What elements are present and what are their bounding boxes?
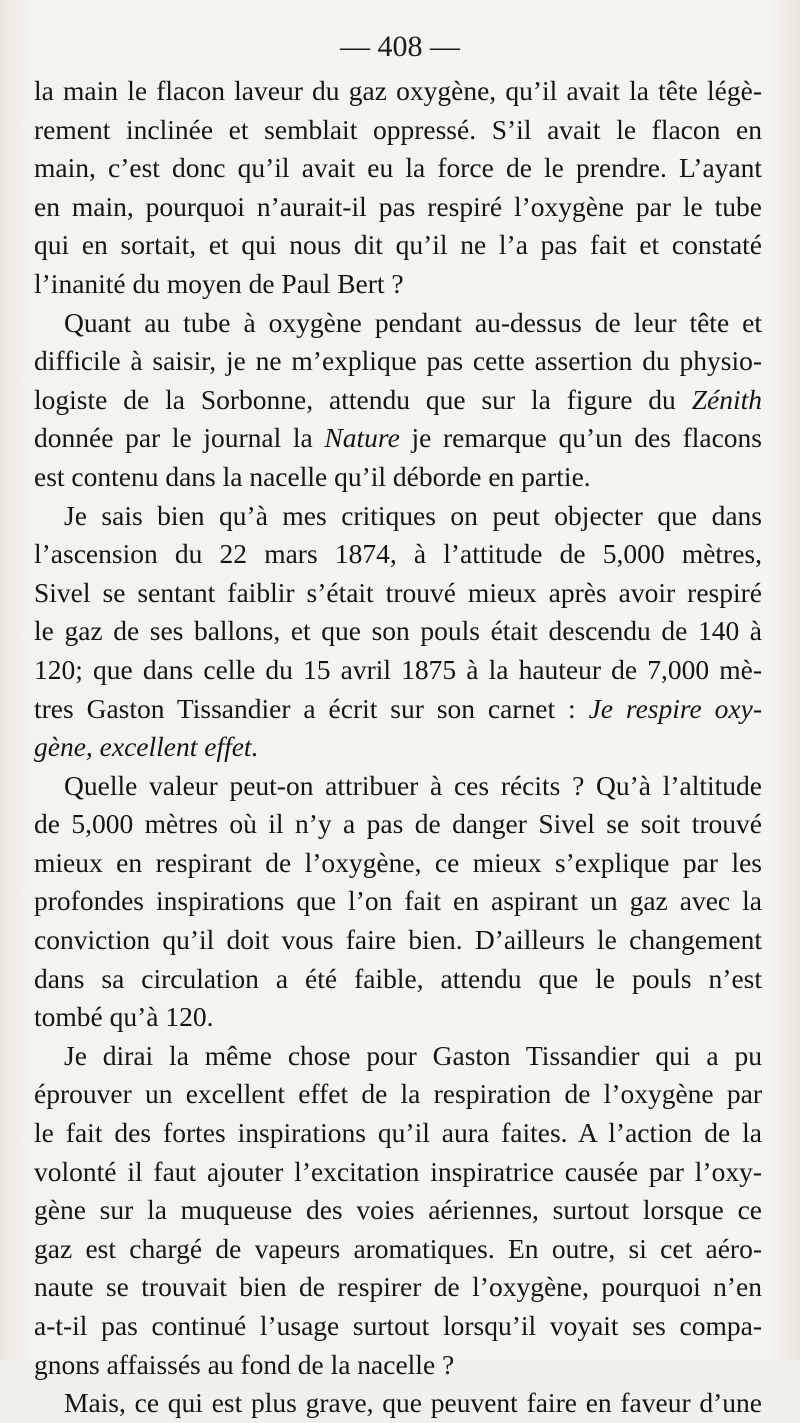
text-segment: naute se trouvait bien de respirer de l’oxygène, pourquoi n’en	[34, 1271, 762, 1303]
text-segment: gaz est chargé de vapeurs aromatiques. En outre, si cet aéro-	[34, 1232, 762, 1264]
text-line	[34, 1191, 762, 1230]
text-segment: Mais, ce qui est plus grave, que peuvent faire en faveur d’une	[64, 1387, 762, 1419]
text-line	[34, 265, 762, 304]
text-segment: volonté il faut ajouter l’excitation inspiratrice causée par l’oxy-	[34, 1155, 762, 1187]
text-line	[34, 998, 762, 1037]
text-segment: tombé qu’à 120.	[34, 1001, 214, 1033]
text-segment: conviction qu’il doit vous faire bien. D’ailleurs le changement	[34, 924, 762, 956]
text-segment: rement inclinée et semblait oppressé. S’il avait le flacon en	[34, 113, 762, 145]
text-line	[34, 304, 762, 343]
text-line	[34, 1346, 762, 1385]
text-segment: Je sais bien qu’à mes critiques on peut objecter que dans	[64, 499, 762, 531]
text-segment: l’ascension du 22 mars 1874, à l’attitude de 5,000 mètres,	[34, 538, 762, 570]
text-line	[34, 1114, 762, 1153]
text-line	[34, 690, 762, 729]
text-segment: en main, pourquoi n’aurait-il pas respiré l’oxygène par le tube	[34, 190, 762, 222]
text-line	[34, 497, 762, 536]
text-line	[34, 342, 762, 381]
text-line	[34, 1384, 762, 1423]
italic-text: Nature	[324, 422, 400, 454]
text-segment: tres Gaston Tissandier a écrit sur son carnet :	[34, 692, 589, 724]
text-line	[34, 612, 762, 651]
text-line	[34, 921, 762, 960]
text-line	[34, 149, 762, 188]
text-line	[34, 458, 762, 497]
text-line	[34, 1268, 762, 1307]
text-segment: de 5,000 mètres où il n’y a pas de danger Sivel se soit trouvé	[34, 808, 762, 840]
text-line	[34, 805, 762, 844]
text-segment: Quelle valeur peut-on attribuer à ces récits ? Qu’à l’altitude	[64, 769, 762, 801]
text-segment: logiste de la Sorbonne, attendu que sur la figure du	[34, 383, 692, 415]
text-line	[34, 226, 762, 265]
text-segment: le fait des fortes inspirations qu’il aura faites. A l’action de la	[34, 1117, 762, 1149]
text-segment: mieux en respirant de l’oxygène, ce mieux s’explique par les	[34, 846, 762, 878]
italic-text: gène, excellent effet.	[34, 731, 259, 763]
text-line	[34, 1230, 762, 1269]
text-segment: éprouver un excellent effet de la respiration de l’oxygène par	[34, 1078, 762, 1110]
text-segment: je remarque qu’un des flacons	[399, 422, 762, 454]
text-segment: gène sur la muqueuse des voies aériennes, surtout lorsque ce	[34, 1194, 762, 1226]
page-number: — 408 —	[340, 30, 460, 63]
text-segment: a-t-il pas continué l’usage surtout lorsqu’il voyait ses compa-	[34, 1310, 762, 1341]
text-segment: est contenu dans la nacelle qu’il déborde en partie.	[34, 460, 591, 492]
text-line	[34, 882, 762, 921]
text-line	[34, 1307, 762, 1346]
text-segment: la main le flacon laveur du gaz oxygène, qu’il avait la tête légè-	[34, 75, 762, 106]
text-segment: l’inanité du moyen de Paul Bert ?	[34, 267, 404, 299]
italic-text: Zénith	[691, 383, 762, 415]
text-line	[34, 960, 762, 999]
text-segment: donnée par le journal la	[34, 422, 325, 454]
text-line	[34, 72, 762, 111]
text-segment: profondes inspirations que l’on fait en aspirant un gaz avec la	[34, 885, 762, 917]
text-segment: dans sa circulation a été faible, attendu que le pouls n’est	[34, 962, 762, 994]
text-line	[34, 767, 762, 806]
text-line	[34, 728, 762, 767]
text-segment: gnons affaissés au fond de la nacelle ?	[34, 1348, 455, 1380]
text-segment: Sivel se sentant faiblir s’était trouvé mieux après avoir respiré	[34, 576, 762, 608]
italic-text: Je respire oxy-	[588, 692, 762, 724]
text-line	[34, 574, 762, 613]
text-segment: Quant au tube à oxygène pendant au-dessus de leur tête et	[64, 306, 762, 338]
text-line	[34, 651, 762, 690]
text-line	[34, 188, 762, 227]
text-line	[34, 1153, 762, 1192]
text-line	[34, 1075, 762, 1114]
text-line	[34, 1037, 762, 1076]
text-segment: Je dirai la même chose pour Gaston Tissandier qui a pu	[64, 1039, 762, 1071]
text-line	[34, 844, 762, 883]
text-line	[34, 111, 762, 150]
text-segment: 120; que dans celle du 15 avril 1875 à la hauteur de 7,000 mè-	[34, 653, 762, 685]
text-line	[34, 419, 762, 458]
text-segment: difficile à saisir, je ne m’explique pas cette assertion du physio-	[34, 345, 762, 377]
text-line	[34, 381, 762, 420]
text-segment: main, c’est donc qu’il avait eu la force de le prendre. L’ayant	[34, 152, 762, 184]
body-text	[34, 72, 762, 1423]
text-segment: qui en sortait, et qui nous dit qu’il ne l’a pas fait et constaté	[34, 229, 762, 261]
text-segment: le gaz de ses ballons, et que son pouls était descendu de 140 à	[34, 615, 762, 647]
text-line	[34, 535, 762, 574]
